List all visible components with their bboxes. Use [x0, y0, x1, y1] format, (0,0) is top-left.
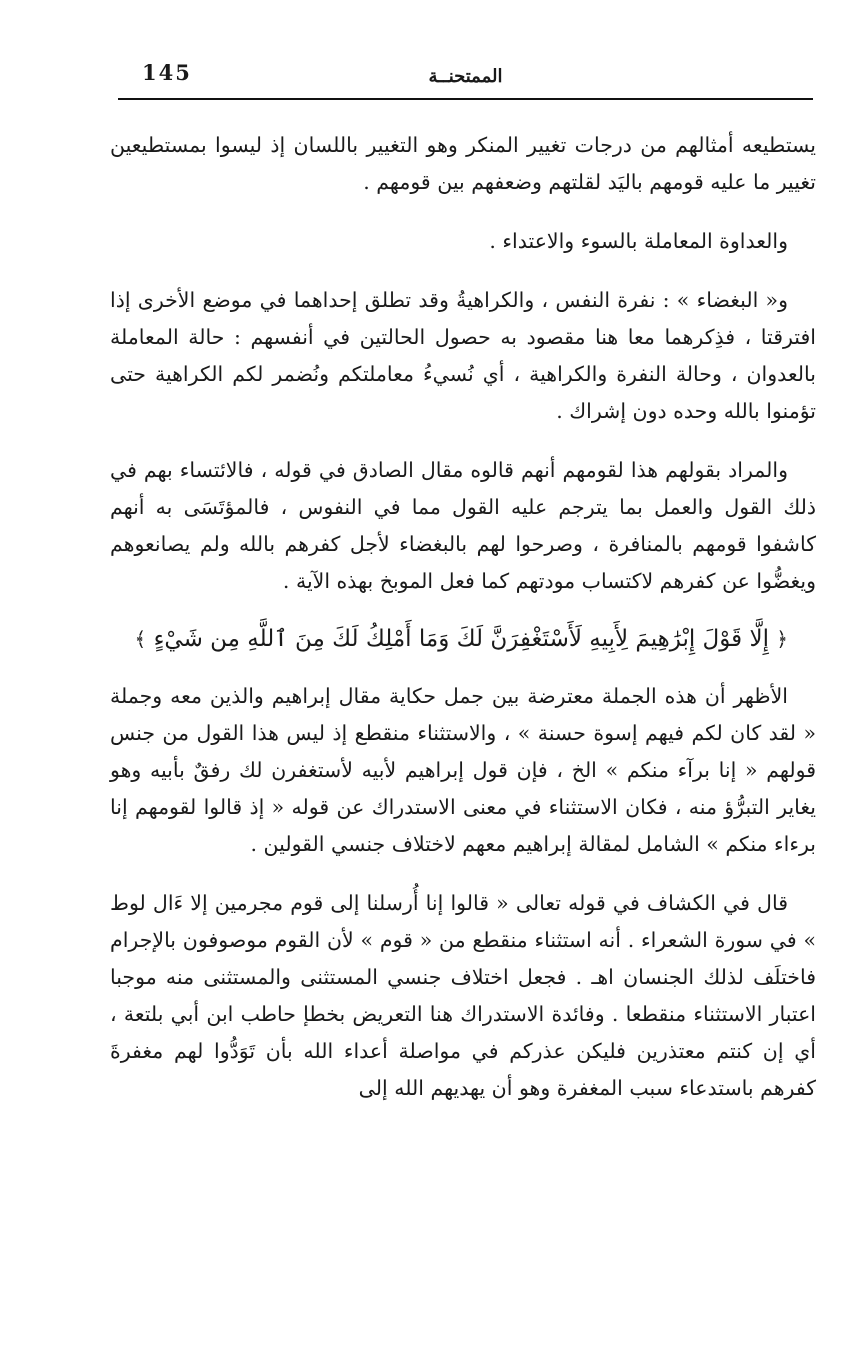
verse-open-ornament: ﴿: [776, 627, 788, 651]
body-text: [110, 127, 816, 1129]
paragraph-3: و« البغضاء » : نفرة النفس ، والكراهيةُ وقد تطلق إحداهما في موضع الأخرى إذا افترقتا ، فذِكرهما معا هنا مقصود به حصول الحالتين في أنفسهم : حالة المعاملة بالعدوان ، وحالة النفرة والكراهية ، أي نُسيءُ معاملتكم ونُضمر لكم الكراهية حتى تؤمنوا بالله وحده دون إشراك .: [110, 288, 816, 423]
paragraph-5: الأظهر أن هذه الجملة معترضة بين جمل حكاية مقال إبراهيم والذين معه وجملة « لقد كان لكم فيهم إسوة حسنة » ، والاستثناء منقطع إذ ليس هذا القول من جنس قولهم « إنا برآء منكم » الخ ، فإن قول إبراهيم لأبيه لأستغفرن لك رفقٌ بأبيه وهو يغاير التبرُّؤ منه ، فكان الاستثناء في معنى الاستدراك عن قوله « إذ قالوا لقومهم إنا برءاء منكم » الشامل لمقالة إبراهيم معهم لاختلاف جنسي القولين .: [110, 684, 816, 856]
page-header: [118, 52, 813, 100]
paragraph-2: والعداوة المعاملة بالسوء والاعتداء .: [489, 229, 788, 253]
paragraph-4: والمراد بقولهم هذا لقومهم أنهم قالوه مقال الصادق في قوله ، فالائتساء بهم في ذلك القول والعمل بما يترجم عليه القول مما في النفوس ، فالمؤتَسَى به أنهم كاشفوا قومهم بالمنافرة ، وصرحوا لهم بالبغضاء لأجل كفرهم بالله ولم يصانعوهم ويغضُّوا عن كفرهم لاكتساب مودتهم كما فعل الموبخ بهذه الآية .: [110, 458, 816, 593]
paragraph-1: يستطيعه أمثالهم من درجات تغيير المنكر وهو التغيير باللسان إذ ليسوا بمستطيعين تغيير ما عليه قومهم باليَد لقلتهم وضعفهم بين قومهم .: [110, 133, 816, 194]
quran-verse: [110, 618, 816, 660]
running-title: الممتحنــة: [428, 66, 503, 87]
paragraph-6: قال في الكشاف في قوله تعالى « قالوا إنا أُرسلنا إلى قوم مجرمين إلا ءَال لوط » في سورة الشعراء . أنه استثناء منقطع من « قوم » لأن القوم موصوفون بالإجرام فاختلَف لذلك الجنسان اهـ . فجعل اختلاف جنسي المستثنى والمستثنى منه موجبا اعتبار الاستثناء منقطعا . وفائدة الاستدراك هنا التعريض بخطإ حاطب ابن أبي بلتعة ، أي إن كنتم معتذرين فليكن عذركم في مواصلة أعداء الله بأن تَوَدُّوا لهم مغفرةَ كفرهم باستدعاء سبب المغفرة وهو أن يهديهم الله إلى: [110, 891, 816, 1100]
verse-close-ornament: ﴾: [134, 627, 147, 651]
verse-text: إِلَّا قَوْلَ إِبْرَٰهِيمَ لِأَبِيهِ لَأَسْتَغْفِرَنَّ لَكَ وَمَا أَمْلِكُ لَكَ مِنَ ٱللَّهِ مِن شَيْءٍ: [153, 626, 769, 652]
page-number: 145: [142, 60, 192, 85]
